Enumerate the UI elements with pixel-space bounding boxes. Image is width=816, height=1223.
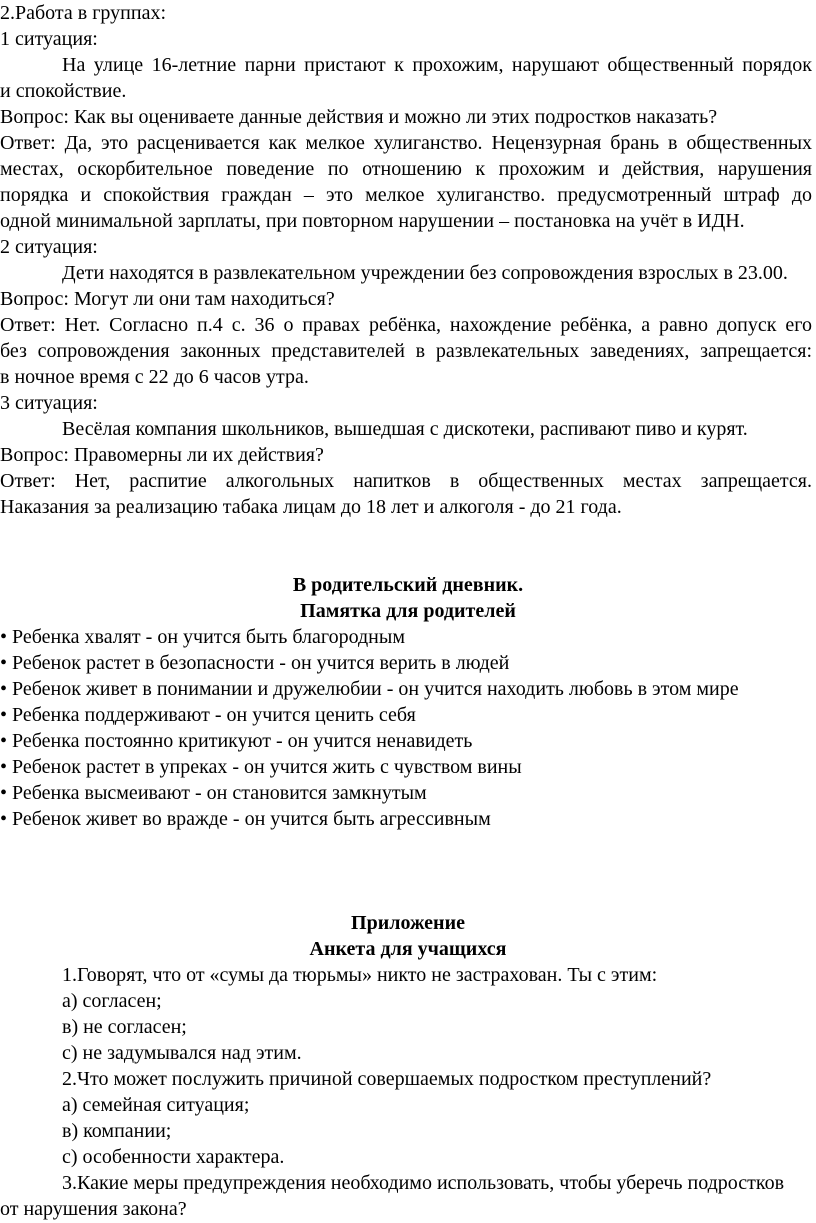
situation-answer-line: Ответ: Нет, распитие алкогольных напитков в общественных местах запрещается. [0, 470, 812, 492]
situation-label: 1 ситуация: [0, 28, 98, 50]
situation-answer-line: порядка и спокойствия граждан – это мелкое хулиганство. предусмотренный штраф до [0, 184, 812, 206]
survey-option: в) не согласен; [62, 1016, 187, 1038]
survey-option: с) не задумывался над этим. [62, 1042, 302, 1064]
memo-title: В родительский дневник. [292, 574, 524, 596]
situation-label: 2 ситуация: [0, 236, 98, 258]
appendix-subtitle: Анкета для учащихся [309, 938, 507, 960]
situation-description: Дети находятся в развлекательном учреждении без сопровождения взрослых в 23.00. [62, 262, 788, 284]
memo-item: • Ребенка высмеивают - он становится замкнутым [0, 782, 427, 804]
memo-item: • Ребенка поддерживают - он учится ценить себя [0, 704, 416, 726]
situation-description: Весёлая компания школьников, вышедшая с дискотеки, распивают пиво и курят. [62, 418, 748, 440]
memo-item: • Ребенок растет в упреках - он учится жить с чувством вины [0, 756, 522, 778]
situation-description: На улице 16-летние парни пристают к прохожим, нарушают общественный порядок [62, 54, 812, 76]
survey-option: а) согласен; [62, 990, 162, 1012]
memo-subtitle: Памятка для родителей [300, 600, 516, 622]
situation-label: 3 ситуация: [0, 392, 98, 414]
survey-question: 2.Что может послужить причиной совершаемых подростком преступлений? [62, 1068, 712, 1090]
situation-answer-line: Ответ: Да, это расценивается как мелкое хулиганство. Нецензурная брань в общественных [0, 132, 812, 154]
memo-item: • Ребенок живет в понимании и дружелюбии - он учится находить любовь в этом мире [0, 678, 739, 700]
situation-question: Вопрос: Как вы оцениваете данные действия и можно ли этих подростков наказать? [0, 106, 718, 128]
section-heading: 2.Работа в группах: [0, 2, 166, 24]
situation-answer-line: без сопровождения законных представителей в развлекательных заведениях, запрещается: [0, 340, 812, 362]
memo-item: • Ребенка постоянно критикуют - он учится ненавидеть [0, 730, 473, 752]
situation-answer-line: одной минимальной зарплаты, при повторном нарушении – постановка на учёт в ИДН. [0, 210, 745, 232]
memo-item: • Ребенок растет в безопасности - он учится верить в людей [0, 652, 510, 674]
appendix-title: Приложение [351, 912, 465, 934]
survey-option: с) особенности характера. [62, 1146, 285, 1168]
survey-question: 3.Какие меры предупреждения необходимо использовать, чтобы уберечь подростков [62, 1172, 785, 1194]
situation-question: Вопрос: Правомерны ли их действия? [0, 444, 324, 466]
situation-answer-line: в ночное время с 22 до 6 часов утра. [0, 366, 309, 388]
survey-question: от нарушения закона? [0, 1198, 187, 1220]
survey-question: 1.Говорят, что от «сумы да тюрьмы» никто не застрахован. Ты с этим: [62, 964, 658, 986]
memo-item: • Ребенка хвалят - он учится быть благородным [0, 626, 405, 648]
situation-answer-line: местах, оскорбительное поведение по отношению к прохожим и действия, нарушения [0, 158, 812, 180]
survey-option: а) семейная ситуация; [62, 1094, 250, 1116]
situation-question: Вопрос: Могут ли они там находиться? [0, 288, 335, 310]
situation-answer-line: Ответ: Нет. Согласно п.4 с. 36 о правах ребёнка, нахождение ребёнка, а равно допуск его [0, 314, 812, 336]
situation-answer-line: Наказания за реализацию табака лицам до 18 лет и алкоголя - до 21 года. [0, 496, 622, 518]
memo-item: • Ребенок живет во вражде - он учится быть агрессивным [0, 808, 491, 830]
survey-option: в) компании; [62, 1120, 172, 1142]
situation-description: и спокойствие. [0, 80, 127, 102]
